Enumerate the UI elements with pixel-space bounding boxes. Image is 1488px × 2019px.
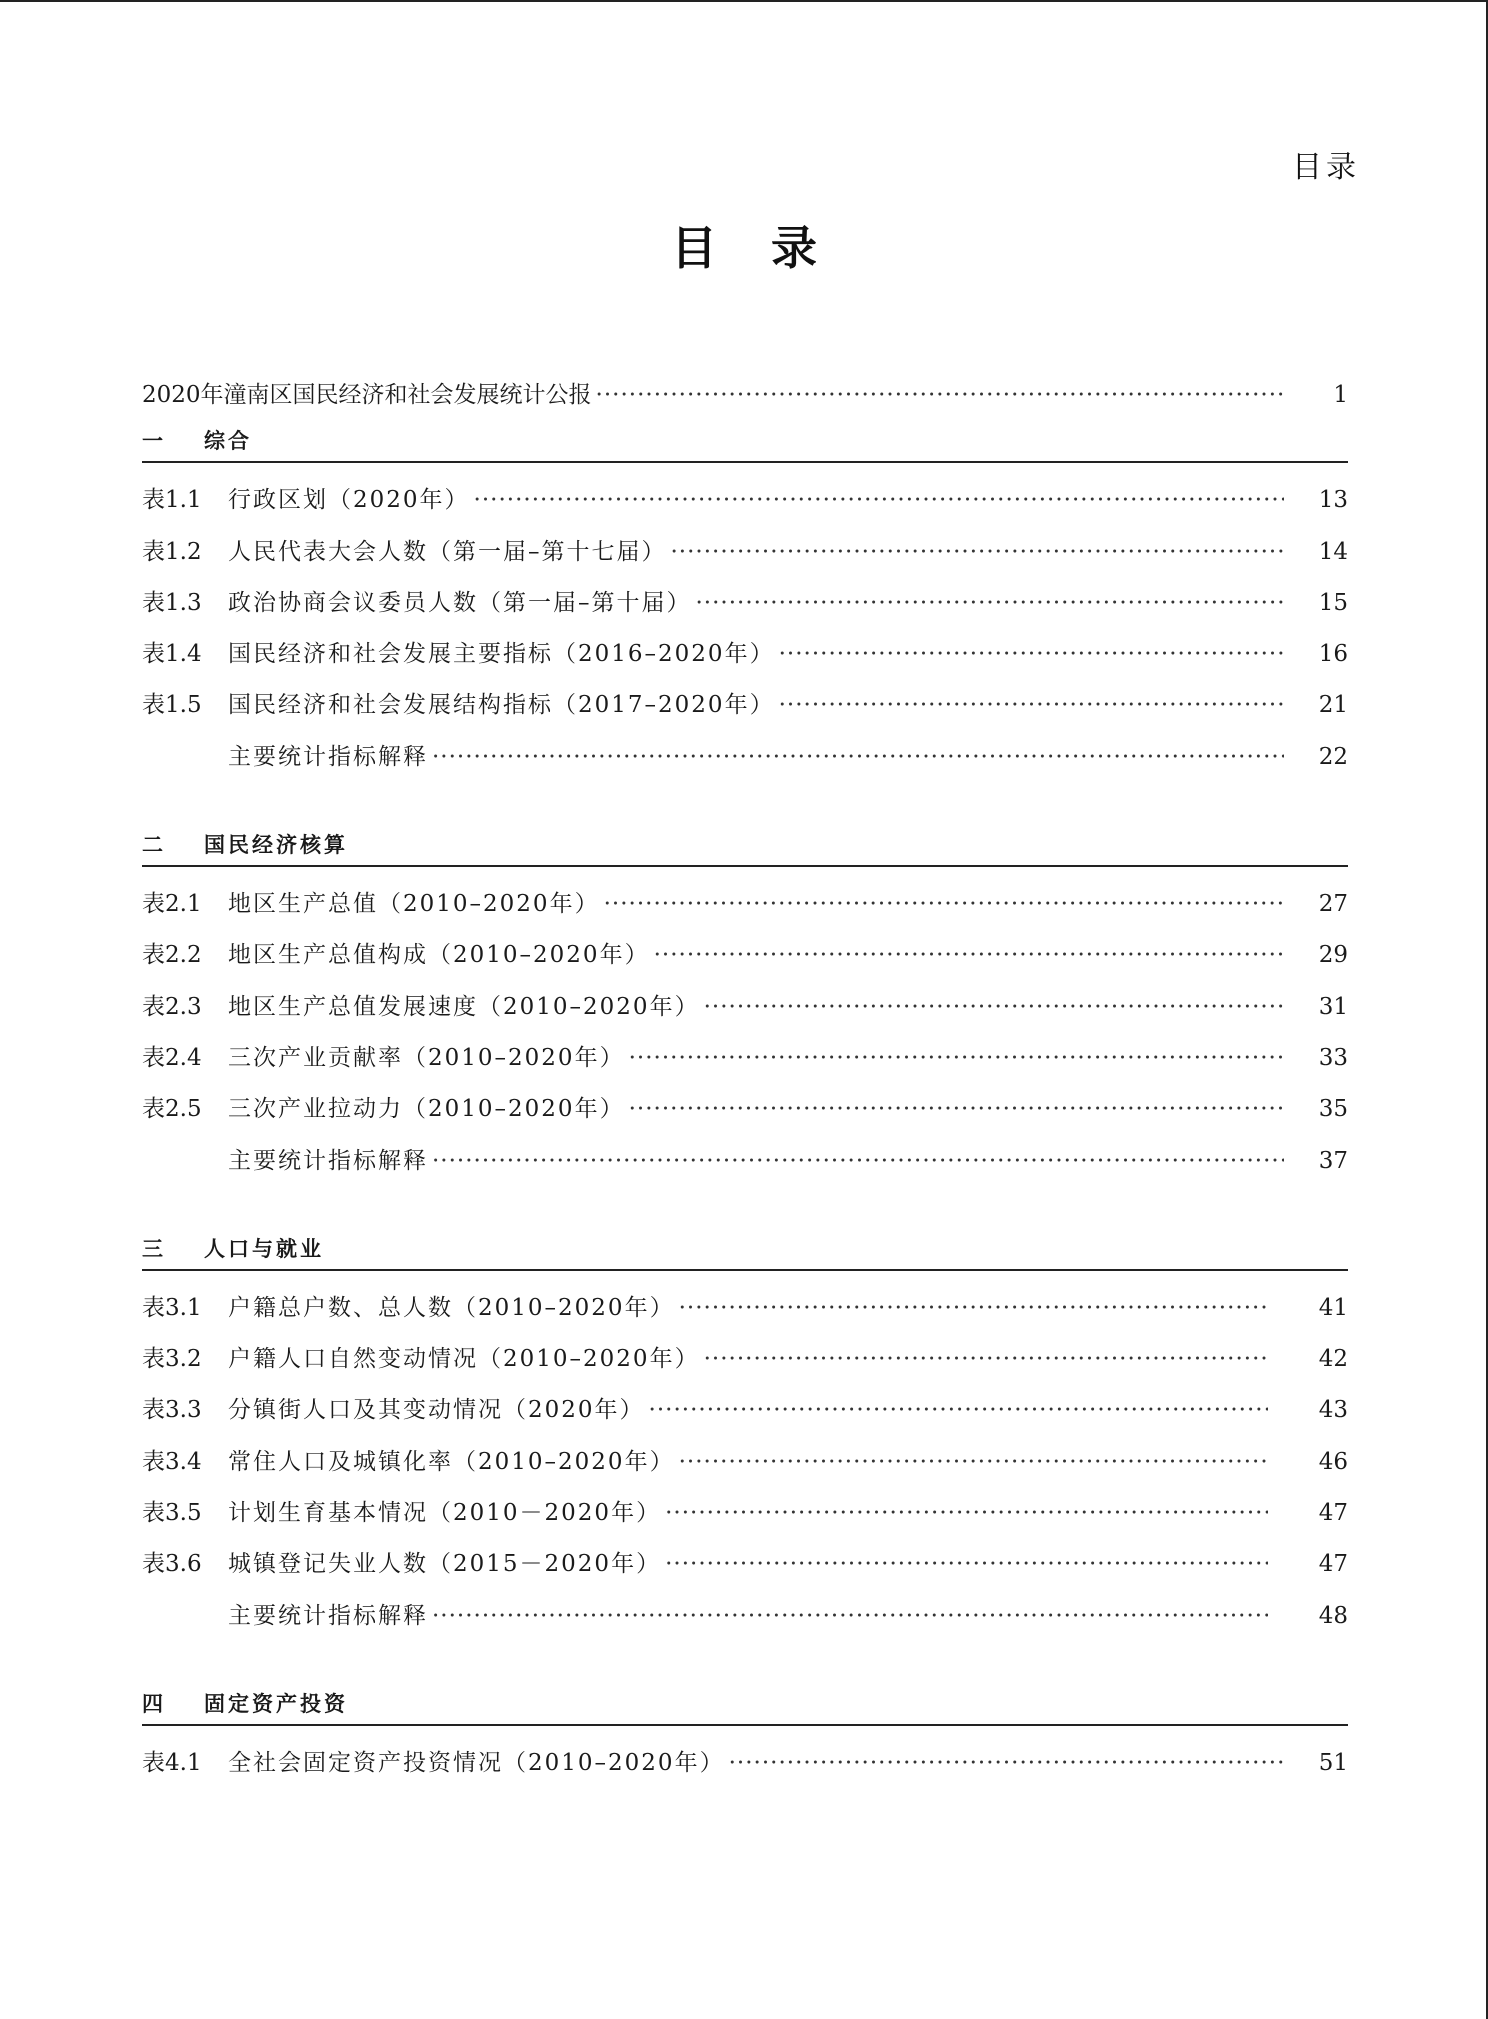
dot-leader — [432, 1591, 1268, 1642]
toc-entry-page: 21 — [1318, 692, 1348, 719]
toc-section-3 — [142, 1221, 1348, 1642]
toc-entry-page: 22 — [1318, 743, 1348, 770]
toc-entry[interactable] — [142, 527, 1348, 578]
toc-entry[interactable] — [142, 1084, 1348, 1135]
toc-entry-label: 政治协商会议委员人数（第一届–第十届） — [228, 589, 692, 616]
toc-entry[interactable] — [142, 1488, 1348, 1539]
page-title-char-1: 目 — [671, 221, 717, 275]
toc-entry-label: 全社会固定资产投资情况（2010–2020年） — [228, 1749, 725, 1776]
toc-entry-label: 户籍总户数、总人数（2010–2020年） — [228, 1294, 675, 1321]
toc-entry-label: 人民代表大会人数（第一届–第十七届） — [228, 538, 667, 565]
toc-entry-page: 1 — [1333, 382, 1348, 408]
toc-entry-page: 43 — [1318, 1397, 1348, 1424]
toc-entry-page: 41 — [1318, 1294, 1348, 1321]
toc-entry-page: 47 — [1318, 1500, 1348, 1527]
dot-leader — [432, 732, 1284, 783]
toc-entry[interactable] — [142, 1334, 1348, 1385]
toc-entry-page: 31 — [1318, 993, 1348, 1020]
toc-entry-label: 地区生产总值构成（2010–2020年） — [228, 942, 650, 969]
table-code: 表3.3 — [142, 1397, 202, 1424]
toc-entry-label: 三次产业贡献率（2010–2020年） — [228, 1044, 625, 1071]
toc-entry-label: 分镇街人口及其变动情况（2020年） — [228, 1397, 645, 1424]
toc-entry-label: 城镇登记失业人数（2015－2020年） — [228, 1551, 662, 1578]
table-code: 表3.6 — [142, 1551, 202, 1578]
toc-entry[interactable] — [142, 1136, 1348, 1187]
toc-entry-label: 户籍人口自然变动情况（2010–2020年） — [228, 1346, 700, 1373]
toc-entry-label: 国民经济和社会发展结构指标（2017–2020年） — [228, 692, 775, 719]
toc-entry[interactable] — [142, 930, 1348, 981]
section-number: 四 — [142, 1691, 166, 1716]
dot-leader — [729, 1738, 1284, 1789]
toc-entry-page: 37 — [1318, 1147, 1348, 1174]
table-code: 表2.1 — [142, 891, 202, 918]
toc-entry-page: 14 — [1318, 538, 1348, 565]
toc-entry[interactable] — [142, 1385, 1348, 1436]
section-heading — [142, 817, 1348, 867]
toc-entry-label: 地区生产总值发展速度（2010–2020年） — [228, 993, 700, 1020]
table-code: 表4.1 — [142, 1749, 202, 1776]
toc-entry[interactable] — [142, 1437, 1348, 1488]
table-code: 表3.4 — [142, 1448, 202, 1475]
dot-leader — [704, 1334, 1268, 1385]
toc-entry-label: 主要统计指标解释 — [228, 743, 428, 770]
dot-leader — [704, 982, 1284, 1033]
table-code: 表1.3 — [142, 589, 202, 616]
toc-entry[interactable] — [142, 1591, 1348, 1642]
toc-entry-page: 48 — [1318, 1602, 1348, 1629]
toc-entry[interactable] — [142, 1283, 1348, 1334]
section-number: 三 — [142, 1236, 166, 1261]
toc-entry[interactable] — [142, 680, 1348, 731]
toc-entry-page: 51 — [1318, 1749, 1348, 1776]
table-code: 表2.2 — [142, 942, 202, 969]
toc-entry-page: 16 — [1318, 641, 1348, 668]
section-title: 综合 — [204, 429, 252, 454]
toc-entry-page: 15 — [1318, 589, 1348, 616]
toc-entry-page: 42 — [1318, 1346, 1348, 1373]
toc-entry-page: 35 — [1318, 1096, 1348, 1123]
toc-entry[interactable] — [142, 578, 1348, 629]
dot-leader — [671, 527, 1285, 578]
toc-entry[interactable] — [142, 1738, 1348, 1789]
toc-entry[interactable] — [142, 1539, 1348, 1590]
toc-entry-page: 29 — [1318, 942, 1348, 969]
toc-entry-label: 主要统计指标解释 — [228, 1147, 428, 1174]
toc-entry-label: 计划生育基本情况（2010－2020年） — [228, 1500, 662, 1527]
section-number: 一 — [142, 429, 166, 454]
table-code: 表3.2 — [142, 1346, 202, 1373]
dot-leader — [679, 1283, 1268, 1334]
toc-entry-bulletin[interactable] — [142, 370, 1348, 421]
section-heading — [142, 1676, 1348, 1726]
table-code: 表2.3 — [142, 993, 202, 1020]
table-code: 表3.5 — [142, 1500, 202, 1527]
toc-entry-page: 33 — [1318, 1044, 1348, 1071]
table-code: 表3.1 — [142, 1294, 202, 1321]
table-of-contents — [142, 370, 1348, 1789]
toc-entry-page: 13 — [1318, 487, 1348, 514]
toc-entry-label: 常住人口及城镇化率（2010–2020年） — [228, 1448, 675, 1475]
section-title: 固定资产投资 — [204, 1691, 348, 1716]
dot-leader — [779, 629, 1284, 680]
section-title: 人口与就业 — [204, 1236, 324, 1261]
toc-entry-label: 三次产业拉动力（2010–2020年） — [228, 1096, 625, 1123]
toc-entry-label: 行政区划（2020年） — [228, 487, 470, 514]
page-title — [0, 212, 1488, 278]
table-code: 表2.5 — [142, 1096, 202, 1123]
toc-entry[interactable] — [142, 1033, 1348, 1084]
dot-leader — [779, 680, 1284, 731]
table-code: 表1.4 — [142, 641, 202, 668]
running-head: 目录 — [1292, 150, 1360, 185]
section-title: 国民经济核算 — [204, 833, 348, 858]
dot-leader — [629, 1084, 1284, 1135]
section-heading — [142, 1221, 1348, 1271]
toc-entry-label: 国民经济和社会发展主要指标（2016–2020年） — [228, 641, 775, 668]
dot-leader — [696, 578, 1285, 629]
toc-entry[interactable] — [142, 879, 1348, 930]
page-top-border — [0, 0, 1488, 2]
toc-entry-label: 主要统计指标解释 — [228, 1602, 428, 1629]
toc-entry-page: 27 — [1318, 891, 1348, 918]
section-number: 二 — [142, 833, 166, 858]
toc-entry-page: 46 — [1318, 1448, 1348, 1475]
page-title-char-2: 录 — [771, 221, 817, 275]
dot-leader — [604, 879, 1284, 930]
toc-section-2 — [142, 817, 1348, 1187]
dot-leader — [474, 475, 1284, 526]
toc-entry[interactable] — [142, 732, 1348, 783]
toc-entry[interactable] — [142, 475, 1348, 526]
table-code: 表1.1 — [142, 487, 202, 514]
dot-leader — [432, 1136, 1284, 1187]
toc-entry-label: 2020年潼南区国民经济和社会发展统计公报 — [142, 382, 592, 408]
toc-section-4 — [142, 1676, 1348, 1789]
toc-entry[interactable] — [142, 629, 1348, 680]
dot-leader — [629, 1033, 1284, 1084]
dot-leader — [649, 1385, 1268, 1436]
dot-leader — [596, 370, 1284, 421]
dot-leader — [679, 1437, 1268, 1488]
dot-leader — [665, 1539, 1268, 1590]
dot-leader — [654, 930, 1284, 981]
table-code: 表1.2 — [142, 538, 202, 565]
toc-section-1 — [142, 413, 1348, 783]
table-code: 表1.5 — [142, 692, 202, 719]
toc-entry[interactable] — [142, 982, 1348, 1033]
dot-leader — [665, 1488, 1268, 1539]
toc-entry-label: 地区生产总值（2010–2020年） — [228, 891, 600, 918]
table-code: 表2.4 — [142, 1044, 202, 1071]
toc-entry-page: 47 — [1318, 1551, 1348, 1578]
